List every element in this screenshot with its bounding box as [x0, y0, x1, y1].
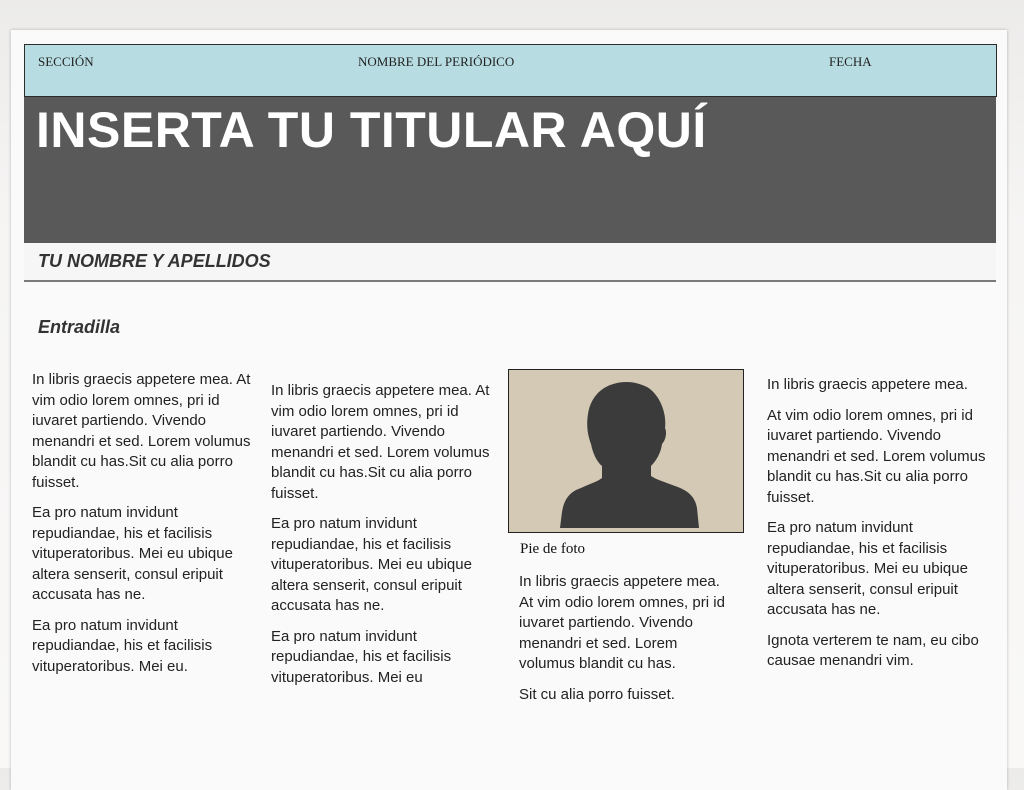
paragraph: Sit cu alia porro fuisset.: [519, 685, 675, 703]
date-label: FECHA: [829, 54, 872, 69]
paragraph: Ea pro natum invidunt repudiandae, his et facilisis vituperatoribus. Mei eu ubique altera senserit, consul eripuit accusata has ne.: [767, 519, 968, 618]
newspaper-name: NOMBRE DEL PERIÓDICO: [358, 54, 515, 69]
text-column-3: [519, 572, 729, 715]
lead-paragraph-title: Entradilla: [38, 317, 121, 337]
paragraph: Ea pro natum invidunt repudiandae, his et facilisis vituperatoribus. Mei eu ubique altera senserit, consul eripuit accusata has ne.: [271, 515, 472, 614]
photo-placeholder: [508, 369, 744, 533]
author-name: TU NOMBRE Y APELLIDOS: [38, 251, 271, 271]
person-silhouette-icon: [509, 370, 744, 533]
headline-box: [24, 97, 996, 243]
text-column-2: [271, 381, 493, 698]
paragraph: At vim odio lorem omnes, pri id iuvaret partiendo. Vivendo menandri et sed. Lorem volumus blandit cu has.Sit cu alia porro fuisset.: [767, 406, 986, 506]
photo-caption: Pie de foto: [520, 541, 585, 557]
paragraph: In libris graecis appetere mea. At vim odio lorem omnes, pri id iuvaret partiendo. Vivendo menandri et sed. Lorem volumus blandit cu has.Sit cu alia porro fuisset.: [271, 382, 490, 502]
text-column-1: [32, 370, 254, 687]
paragraph: In libris graecis appetere mea. At vim odio lorem omnes, pri id iuvaret partiendo. Vivendo menandri et sed. Lorem volumus blandit cu has.: [519, 573, 725, 672]
paragraph: In libris graecis appetere mea.: [767, 376, 968, 393]
paragraph: Ignota verterem te nam, eu cibo causae menandri vim.: [767, 631, 979, 669]
paragraph: Ea pro natum invidunt repudiandae, his et facilisis vituperatoribus. Mei eu.: [32, 616, 213, 675]
masthead-bar: [24, 44, 997, 97]
paragraph: Ea pro natum invidunt repudiandae, his et facilisis vituperatoribus. Mei eu ubique altera senserit, consul eripuit accusata has ne.: [32, 504, 233, 603]
paragraph: In libris graecis appetere mea. At vim odio lorem omnes, pri id iuvaret partiendo. Vivendo menandri et sed. Lorem volumus blandit cu has.Sit cu alia porro fuisset.: [32, 371, 251, 491]
section-label: SECCIÓN: [38, 54, 94, 69]
paragraph: Ea pro natum invidunt repudiandae, his et facilisis vituperatoribus. Mei eu: [271, 627, 452, 686]
text-column-4: [767, 375, 989, 682]
byline-row: [24, 243, 996, 282]
headline: INSERTA TU TITULAR AQUÍ: [36, 102, 707, 158]
